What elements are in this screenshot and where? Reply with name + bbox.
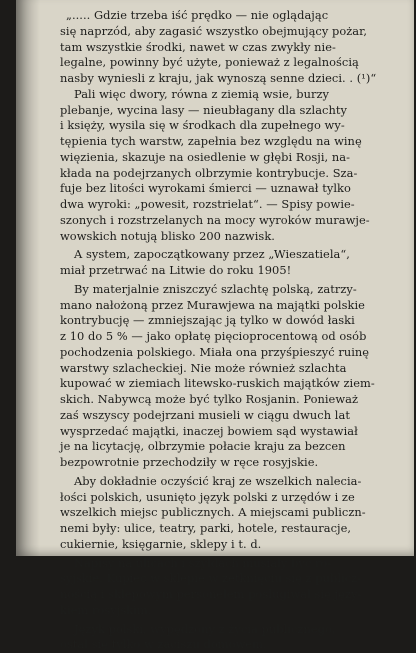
text-line: kłada na podejrzanych olbrzymie kontrybucje. Sza- — [60, 165, 358, 180]
text-line: wowskich notują blisko 200 nazwisk. — [60, 228, 275, 243]
text-line: dwa wyroki: „powesit, rozstrielat“. — Spisy powie- — [60, 197, 355, 211]
text-line: i księży, wysila się w środkach dla zupełnego wy- — [60, 118, 345, 133]
text-line: nemi były: ulice, teatry, parki, hotele, restauracje, — [60, 521, 352, 535]
text-line: bezpowrotnie przechodziły w ręce rosyjskie. — [60, 455, 319, 469]
text-line: je na licytację, olbrzymie połacie kraju za bezcen — [60, 439, 346, 454]
text-line: plebanje, wycina lasy — nieubłagany dla szlachty — [60, 102, 347, 117]
text-line: Aby dokładnie oczyścić kraj ze wszelkich naleciа- — [74, 473, 362, 488]
body-text — [60, 8, 410, 653]
text-line: Napisy na ulicach i szyldach musiały być ro- — [74, 555, 332, 570]
text-line: warstwy szlacheckiej. Nie może również szlachta — [60, 360, 347, 375]
text-line: z 10 do 5 % — jako opłatę pięcioprocentową od osób — [60, 329, 367, 343]
text-line: pochodzenia polskiego. Miała ona przyśpieszyć ruinę — [60, 344, 370, 359]
text-line: nością i sklepowym personelem posługiwał się języ- — [60, 587, 362, 601]
text-line: tępienia tych warstw, zapełnia bez względu na winę — [60, 134, 362, 148]
book-page — [16, 0, 414, 652]
text-line: skich. Nabywcą może być tylko Rosjanin. Ponieważ — [60, 392, 359, 406]
text-line: ostał się tylko w zaciszu domowem. — [60, 637, 267, 652]
text-line: łości polskich, usunięto język polski z urzędów i ze — [60, 489, 355, 504]
text-line: kiem rosyjskim. — [60, 602, 152, 617]
text-line: wysprzedać majątki, inaczej bowiem sąd wystawiał — [60, 423, 358, 438]
page-gutter-shadow — [16, 0, 40, 556]
text-line: cukiernie, księgarnie, sklepy i t. d. — [60, 536, 262, 551]
text-line: miał przetrwać na Litwie do roku 1905! — [60, 263, 292, 277]
text-line: fuje bez litości wyrokami śmierci — uznawał tylko — [60, 181, 351, 196]
text-line: kontrybucję — zmniejszając ją tylko w dowód łaski — [60, 313, 355, 328]
text-line: Pali więc dwory, równa z ziemią wsie, burzy — [74, 86, 330, 101]
text-line: zaś wszyscy podejrzani musieli w ciągu dwuch lat — [60, 407, 350, 422]
text-line: syjskie. Kupiec w sklepie w zetknięciu się z publicz- — [60, 571, 362, 586]
text-line: nasby wyniesli z kraju, jak wynoszą senne dzieci. . (¹)“ — [60, 71, 377, 85]
text-line: Język polski, wypędzony z życia publicznego, — [74, 621, 336, 636]
text-line: mano nałożoną przez Murawjewa na majątki polskie — [60, 297, 365, 312]
text-line: A system, zapoczątkowany przez „Wieszatiela“, — [74, 247, 350, 262]
text-line: tam wszystkie środki, nawet w czas zwykły nie- — [60, 39, 336, 54]
text-line: się naprzód, aby zagasić wszystko obejmujący pożar, — [60, 23, 368, 38]
text-line: więzienia, skazuje na osiedlenie w głębi Rosji, na- — [60, 149, 351, 164]
text-line: legalne, powinny być użyte, ponieważ z legalnością — [60, 55, 359, 70]
text-line: wszelkich miejsc publicznych. A miejscami publiczn- — [60, 505, 366, 520]
text-line: By materjalnie zniszczyć szlachtę polską, zatrzy- — [74, 281, 357, 296]
text-line: „..... Gdzie trzeba iść prędko — nie oglądając — [66, 8, 329, 22]
text-line: szonych i rozstrzelanych na mocy wyroków murawje- — [60, 212, 370, 227]
text-line: kupować w ziemiach litewsko-ruskich majątków ziem- — [60, 376, 375, 391]
